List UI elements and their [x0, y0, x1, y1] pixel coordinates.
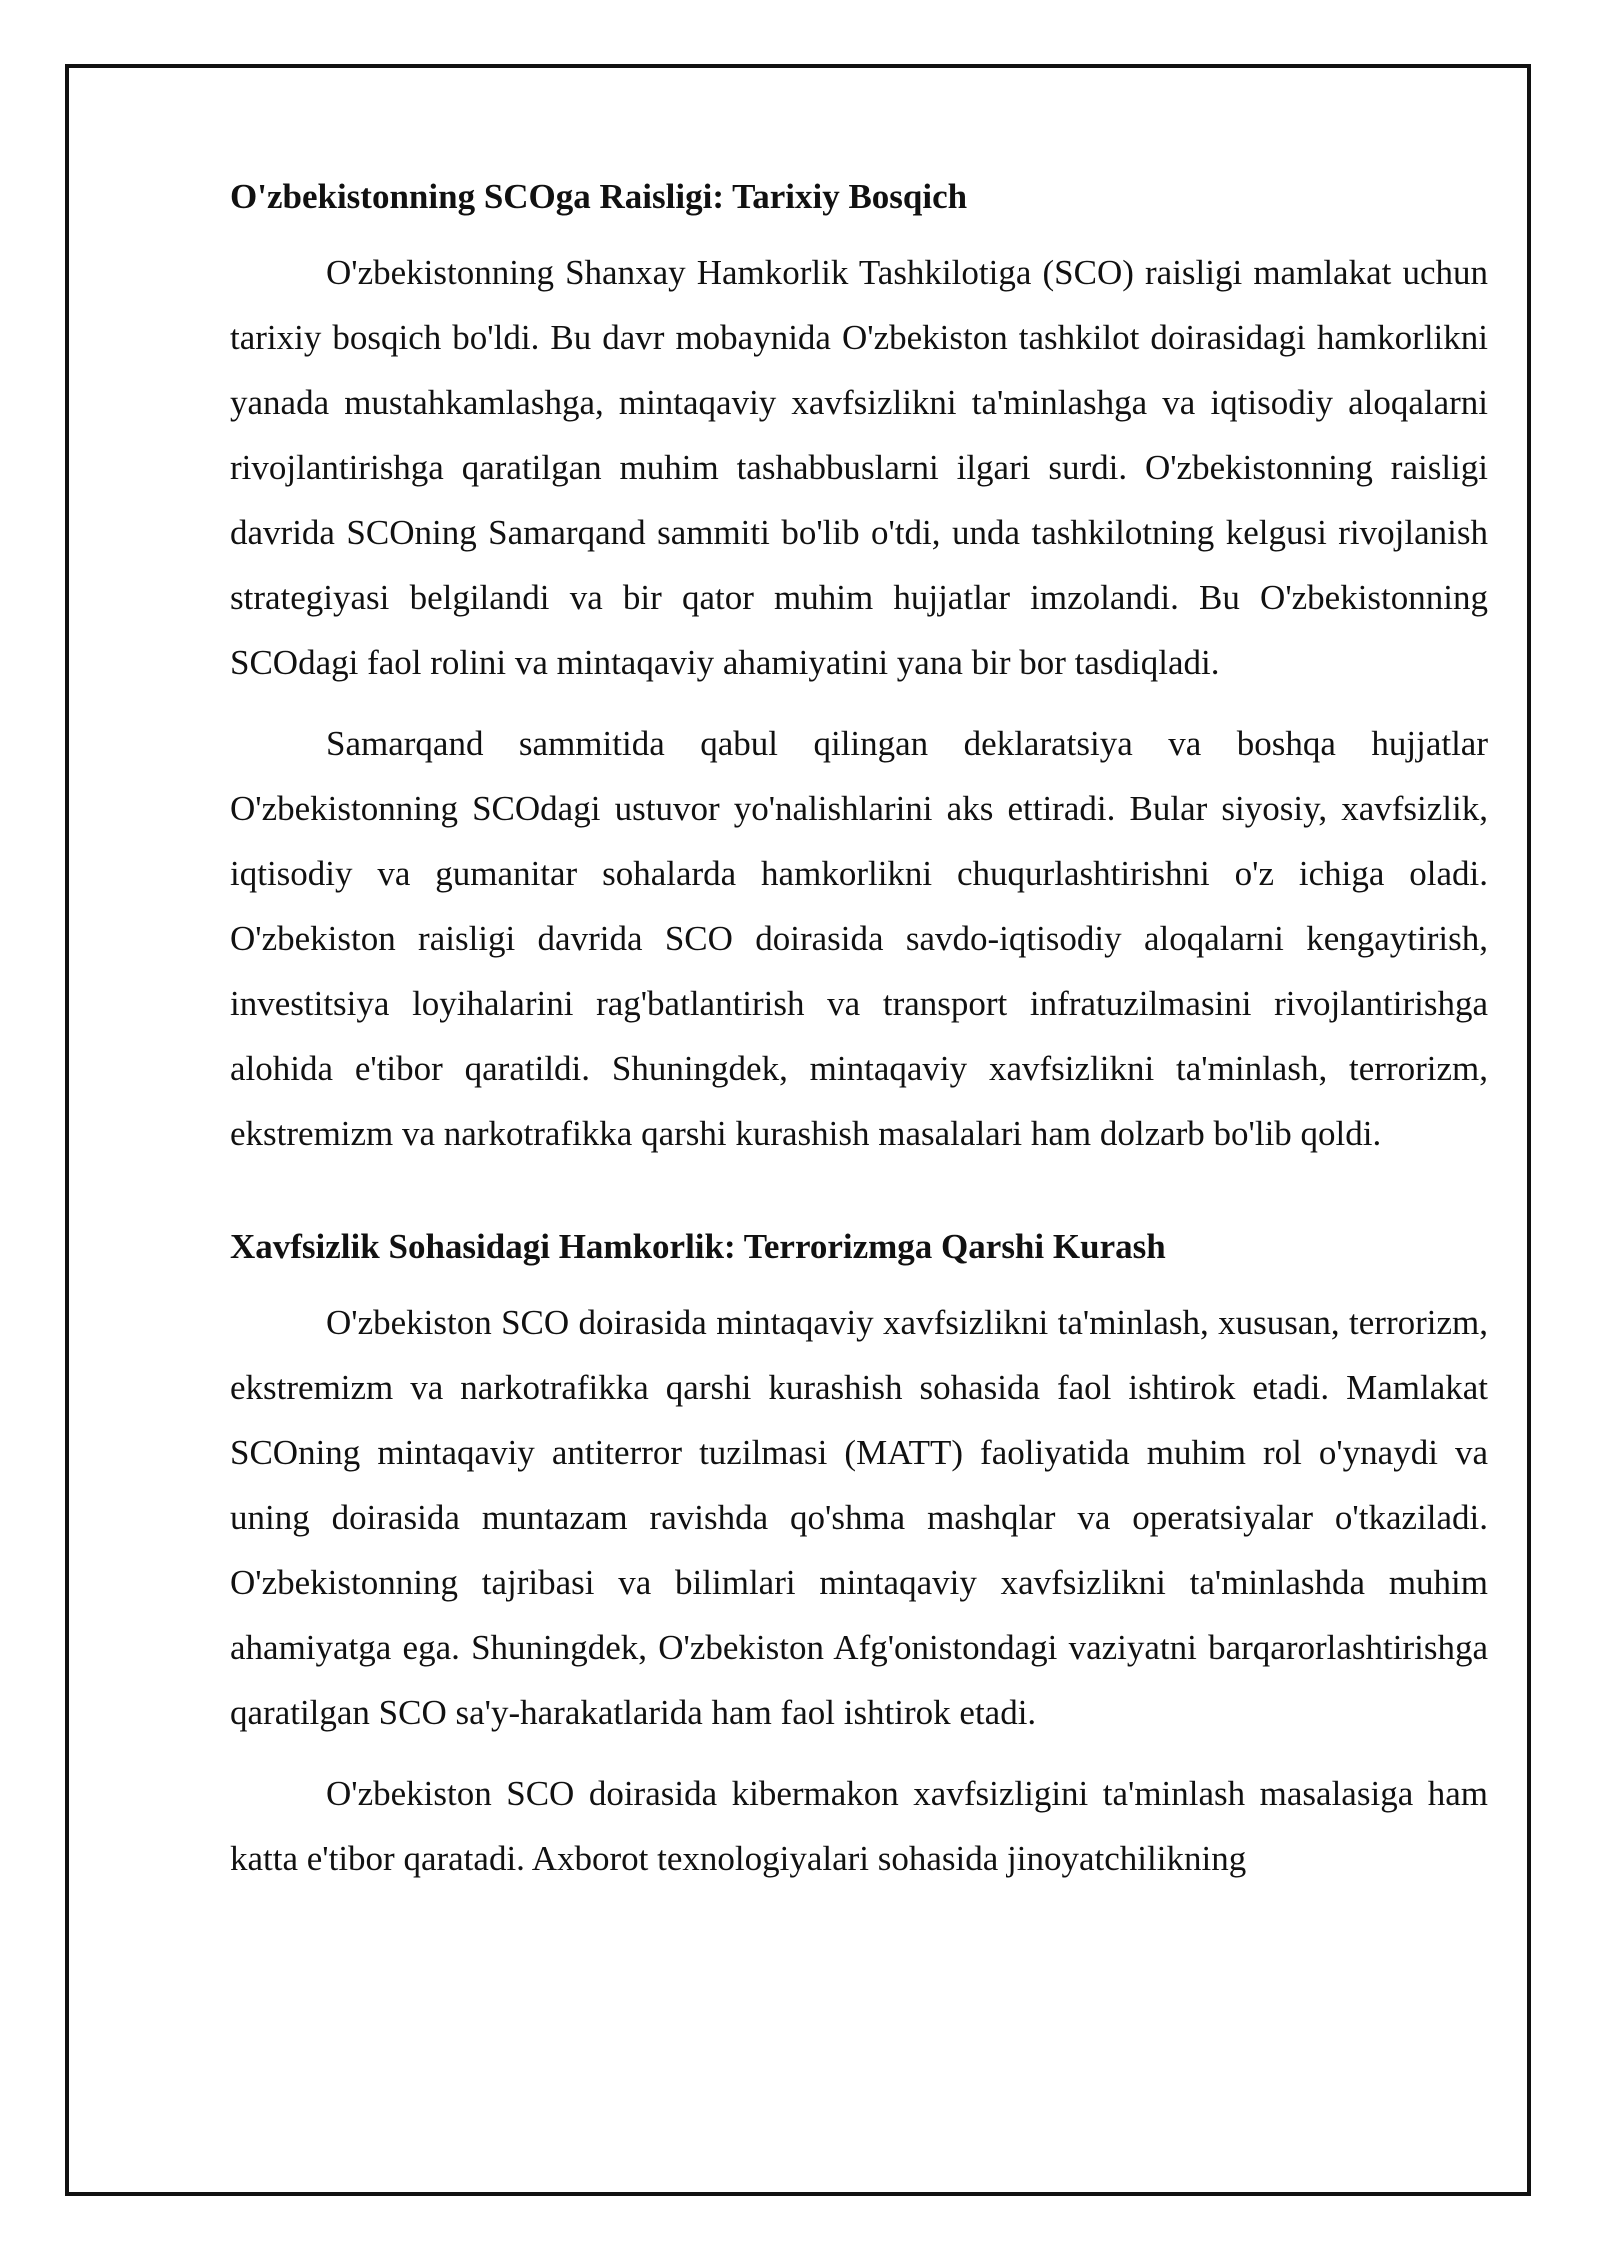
- paragraph: Samarqand sammitida qabul qilingan deklaratsiya va boshqa hujjatlar O'zbekistonning SCOdagi ustuvor yo'nalishlarini aks ettiradi. Bular siyosiy, xavfsizlik, iqtisodiy va gumanitar sohalarda hamkorlikni chuqurlashtirishni o'z ichiga oladi. O'zbekiston raisligi davrida SCO doirasida savdo-iqtisodiy aloqalarni kengaytirish, investitsiya loyihalarini rag'batlantirish va transport infratuzilmasini rivojlantirishga alohida e'tibor qaratildi. Shuningdek, mintaqaviy xavfsizlikni ta'minlash, terrorizm, ekstremizm va narkotrafikka qarshi kurashish masalalari ham dolzarb bo'lib qoldi.: [230, 724, 1488, 1153]
- document-body: [230, 172, 1488, 1907]
- paragraph: O'zbekiston SCO doirasida kibermakon xavfsizligini ta'minlash masalasiga ham katta e'tibor qaratadi. Axborot texnologiyalari sohasida jinoyatchilikning: [230, 1774, 1488, 1878]
- section-security: [230, 1222, 1488, 1891]
- paragraph: O'zbekistonning Shanxay Hamkorlik Tashkilotiga (SCO) raisligi mamlakat uchun tarixiy bosqich bo'ldi. Bu davr mobaynida O'zbekiston tashkilot doirasidagi hamkorlikni yanada mustahkamlashga, mintaqaviy xavfsizlikni ta'minlashga va iqtisodiy aloqalarni rivojlantirishga qaratilgan muhim tashabbuslarni ilgari surdi. O'zbekistonning raisligi davrida SCOning Samarqand sammiti bo'lib o'tdi, unda tashkilotning kelgusi rivojlanish strategiyasi belgilandi va bir qator muhim hujjatlar imzolandi. Bu O'zbekistonning SCOdagi faol rolini va mintaqaviy ahamiyatini yana bir bor tasdiqladi.: [230, 253, 1488, 682]
- section-heading: Xavfsizlik Sohasidagi Hamkorlik: Terrorizmga Qarshi Kurash: [230, 1227, 1166, 1266]
- section-chairmanship: [230, 172, 1488, 1166]
- paragraph: O'zbekiston SCO doirasida mintaqaviy xavfsizlikni ta'minlash, xususan, terrorizm, ekstremizm va narkotrafikka qarshi kurashish sohasida faol ishtirok etadi. Mamlakat SCOning mintaqaviy antiterror tuzilmasi (MATT) faoliyatida muhim rol o'ynaydi va uning doirasida muntazam ravishda qo'shma mashqlar va operatsiyalar o'tkaziladi. O'zbekistonning tajribasi va bilimlari mintaqaviy xavfsizlikni ta'minlashda muhim ahamiyatga ega. Shuningdek, O'zbekiston Afg'onistondagi vaziyatni barqarorlashtirishga qaratilgan SCO sa'y-harakatlarida ham faol ishtirok etadi.: [230, 1303, 1488, 1732]
- section-heading: O'zbekistonning SCOga Raisligi: Tarixiy Bosqich: [230, 177, 968, 216]
